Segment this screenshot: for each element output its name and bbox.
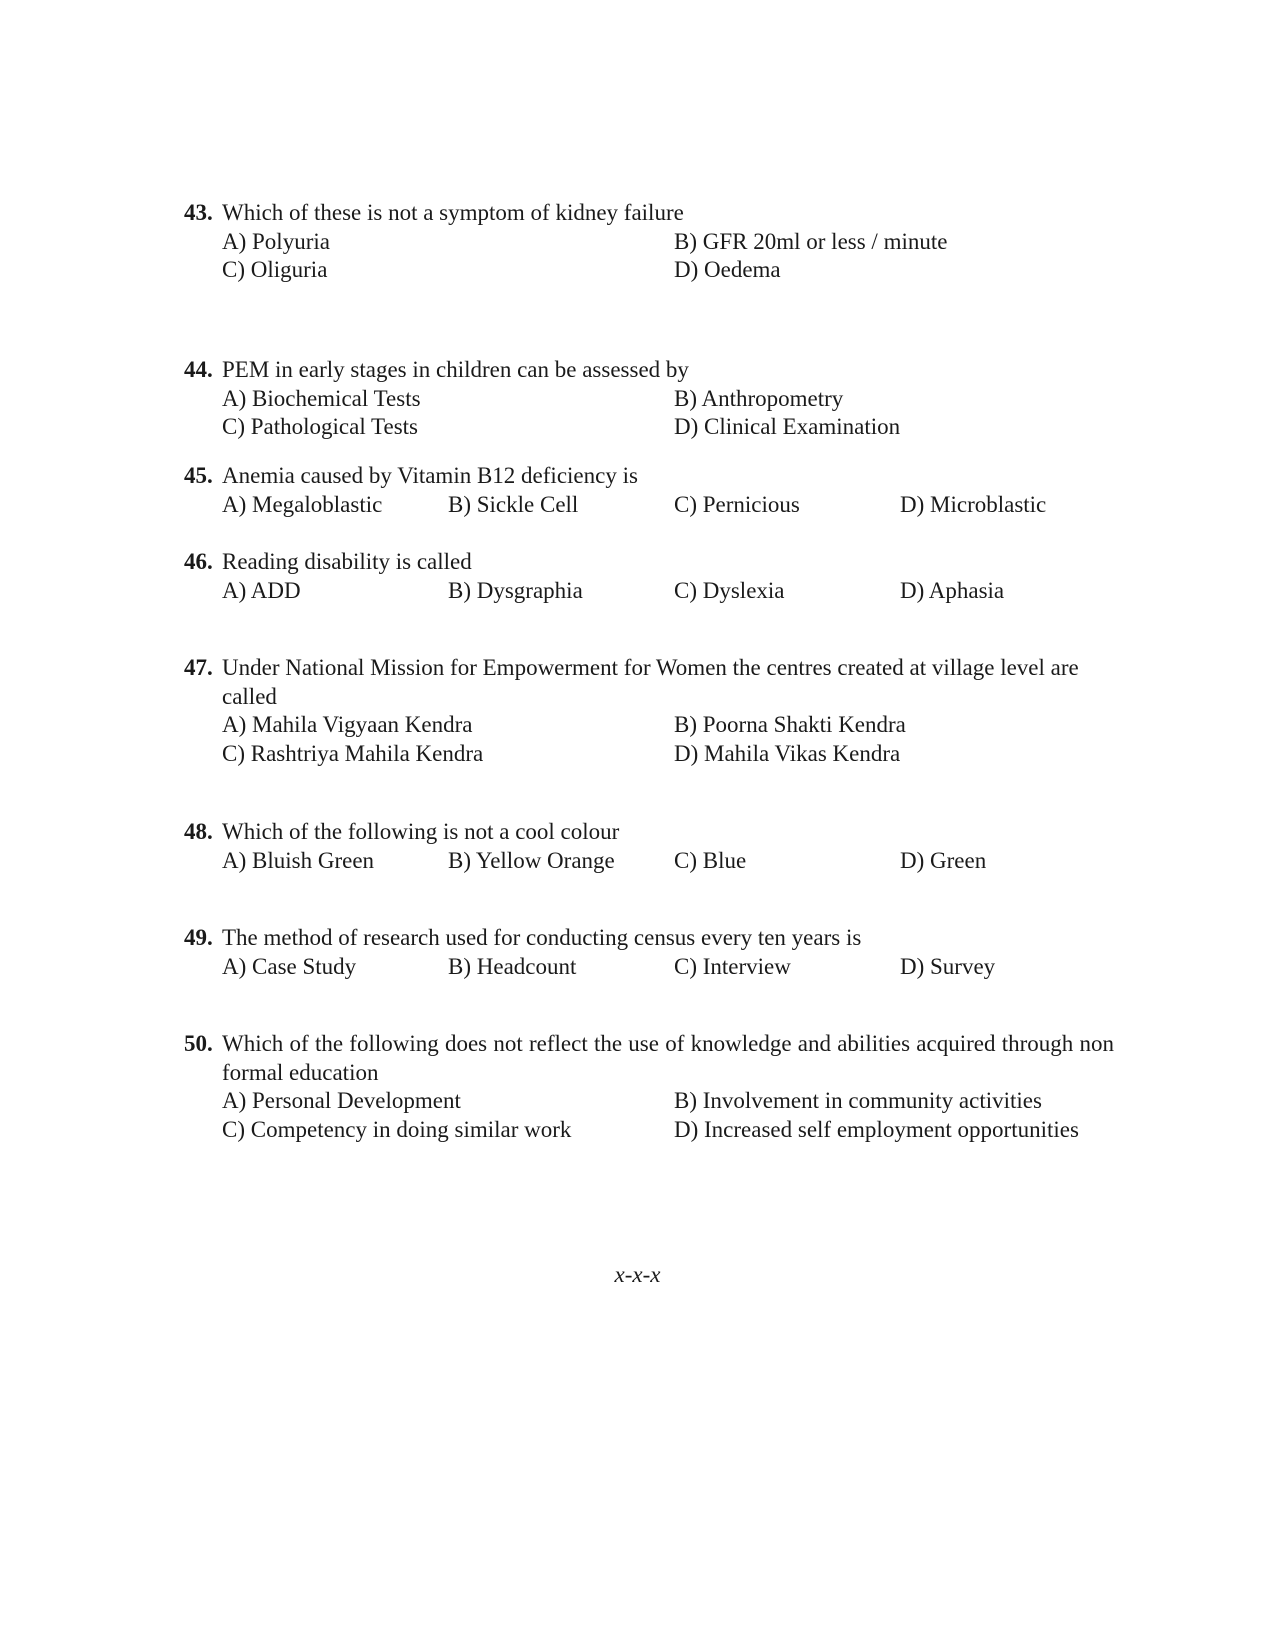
- question-number: 50.: [184, 1031, 213, 1056]
- option-c: C) Competency in doing similar work: [222, 1116, 572, 1142]
- question-number: 45.: [184, 463, 213, 488]
- option-d: D) Clinical Examination: [674, 414, 901, 439]
- option-d: D) Increased self employment opportunities: [674, 1116, 1079, 1142]
- option-c: C) Interview: [674, 953, 791, 979]
- option-b: B) Anthropometry: [674, 385, 844, 411]
- question-number: 49.: [184, 925, 213, 950]
- option-d: D) Survey: [900, 953, 996, 979]
- question-number: 44.: [184, 357, 213, 382]
- option-b: B) Involvement in community activities: [674, 1088, 1042, 1113]
- question-48: [184, 818, 1114, 875]
- option-d: D) Microblastic: [900, 491, 1047, 517]
- question-44: [184, 356, 1114, 442]
- option-a: A) Biochemical Tests: [222, 385, 421, 411]
- question-stem: [184, 462, 1114, 491]
- end-marker: x-x-x: [614, 1262, 661, 1287]
- question-text: The method of research used for conducting census every ten years is: [222, 925, 862, 950]
- option-a: A) Personal Development: [222, 1088, 461, 1113]
- question-46: [184, 548, 1114, 605]
- question-stem: [184, 548, 1114, 577]
- options: [184, 491, 1114, 520]
- question-stem: [184, 199, 1114, 228]
- option-b: B) Sickle Cell: [448, 491, 579, 517]
- question-stem: [184, 924, 1114, 953]
- question-45: [184, 462, 1114, 519]
- question-47: [184, 654, 1114, 768]
- options: [184, 953, 1114, 982]
- question-stem: [184, 654, 1114, 711]
- option-a: A) Mahila Vigyaan Kendra: [222, 712, 473, 737]
- question-number: 48.: [184, 819, 213, 844]
- option-a: A) Polyuria: [222, 228, 330, 254]
- option-d: D) Aphasia: [900, 577, 1005, 603]
- question-number: 43.: [184, 200, 213, 225]
- question-text: Under National Mission for Empowerment for Women the centres created at village level are called: [222, 655, 1079, 709]
- option-c: C) Dyslexia: [674, 577, 785, 603]
- option-c: C) Pathological Tests: [222, 414, 419, 439]
- question-text: Anemia caused by Vitamin B12 deficiency is: [222, 463, 638, 488]
- option-b: B) Yellow Orange: [448, 847, 615, 873]
- question-stem: [184, 1030, 1114, 1087]
- question-text: Which of these is not a symptom of kidney failure: [222, 200, 684, 225]
- question-stem: [184, 356, 1114, 385]
- options: [184, 385, 1114, 442]
- question-text: Which of the following does not reflect the use of knowledge and abilities acquired through non formal education: [222, 1031, 1114, 1085]
- options: [184, 577, 1114, 606]
- option-c: C) Blue: [674, 847, 747, 873]
- option-c: C) Pernicious: [674, 491, 800, 517]
- option-c: C) Rashtriya Mahila Kendra: [222, 740, 484, 766]
- options: [184, 1087, 1114, 1144]
- option-d: D) Mahila Vikas Kendra: [674, 740, 901, 766]
- question-43: [184, 199, 1114, 285]
- option-b: B) GFR 20ml or less / minute: [674, 228, 948, 254]
- question-text: Reading disability is called: [222, 549, 472, 574]
- options: [184, 847, 1114, 876]
- question-number: 47.: [184, 655, 213, 680]
- question-stem: [184, 818, 1114, 847]
- option-c: C) Oliguria: [222, 257, 328, 282]
- options: [184, 228, 1114, 285]
- option-a: A) Bluish Green: [222, 847, 375, 873]
- option-b: B) Headcount: [448, 953, 577, 979]
- question-50: [184, 1030, 1114, 1144]
- option-a: A) Megaloblastic: [222, 491, 383, 517]
- option-b: B) Dysgraphia: [448, 577, 583, 603]
- option-b: B) Poorna Shakti Kendra: [674, 712, 906, 737]
- option-d: D) Green: [900, 847, 987, 873]
- question-number: 46.: [184, 549, 213, 574]
- option-a: A) Case Study: [222, 953, 357, 979]
- question-49: [184, 924, 1114, 981]
- options: [184, 711, 1114, 768]
- question-text: PEM in early stages in children can be assessed by: [222, 357, 689, 382]
- option-d: D) Oedema: [674, 257, 781, 282]
- option-a: A) ADD: [222, 577, 301, 603]
- question-text: Which of the following is not a cool colour: [222, 819, 620, 844]
